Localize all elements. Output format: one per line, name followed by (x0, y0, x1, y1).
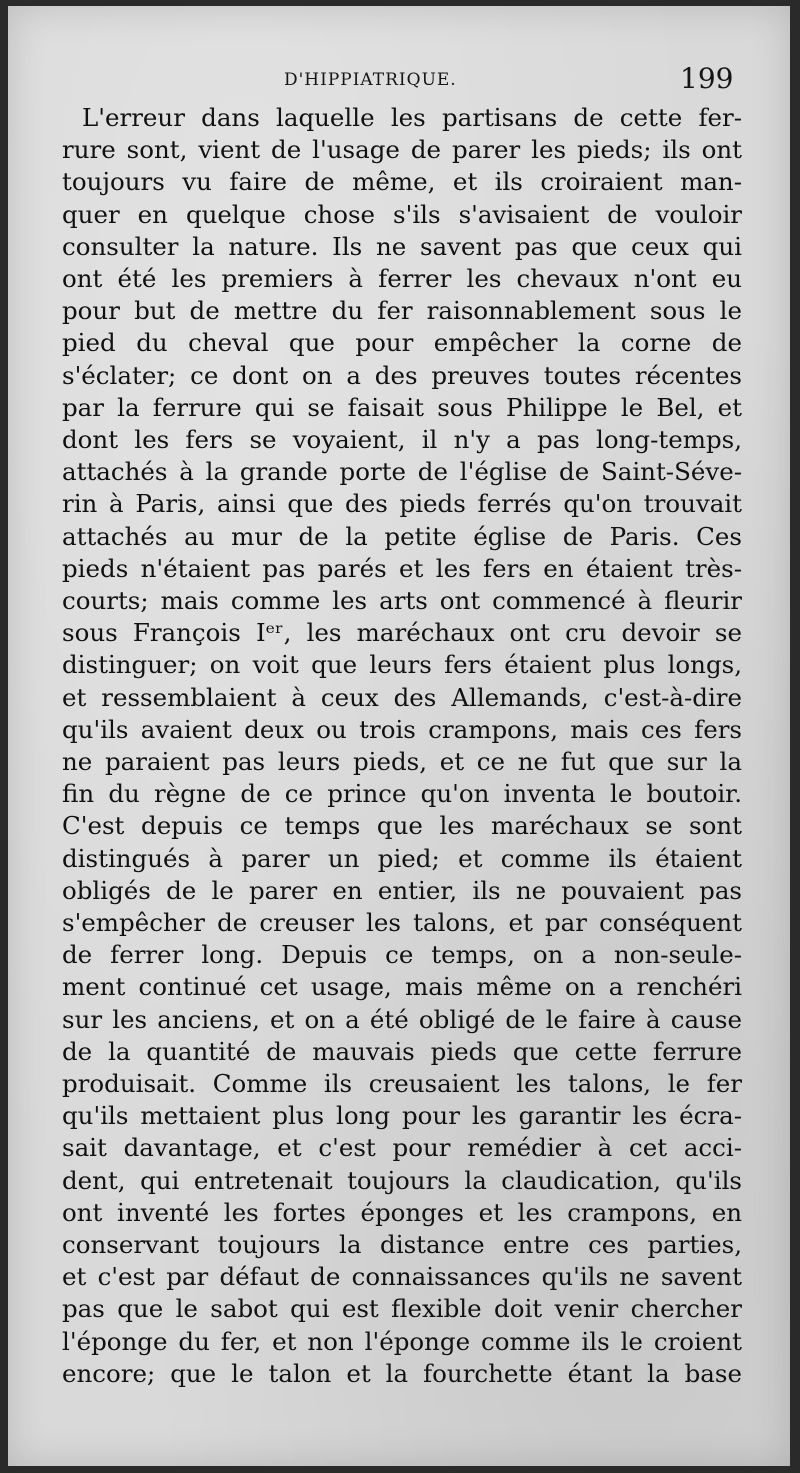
text-line: de ferrer long. Depuis ce temps, on a non-seule- (62, 940, 742, 970)
text-line: pieds n'étaient pas parés et les fers en étaient très- (62, 553, 742, 583)
text-line: L'erreur dans laquelle les partisans de cette fer- (82, 103, 742, 132)
text-line: dont les fers se voyaient, il n'y a pas long-temps, (62, 425, 742, 454)
text-line: courts; mais comme les arts ont commencé à fleurir (62, 586, 742, 615)
text-line: pas que le sabot qui est flexible doit venir chercher (62, 1294, 742, 1324)
text-line: obligés de le parer en entier, ils ne pouvaient pas (62, 875, 742, 905)
text-line: C'est depuis ce temps que les maréchaux se sont (62, 811, 742, 841)
text-line: sur les anciens, et on a été obligé de le faire à cause (62, 1004, 742, 1034)
running-head-title: D'HIPPIATRIQUE. (284, 70, 457, 90)
text-line: pour but de mettre du fer raisonnablement sous le (62, 296, 742, 326)
page-number: 199 (680, 62, 734, 95)
text-line: ment continué cet usage, mais même on a renchéri (62, 972, 742, 1002)
text-line: attachés au mur de la petite église de Paris. Ces (62, 521, 742, 551)
text-line: conservant toujours la distance entre ces parties, (62, 1230, 742, 1259)
text-line: ne paraient pas leurs pieds, et ce ne fut que sur la (62, 747, 742, 776)
text-line: et ressemblaient à ceux des Allemands, c'est-à-dire (62, 682, 742, 712)
text-line: s'empêcher de creuser les talons, et par conséquent (62, 908, 742, 937)
text-line: toujours vu faire de même, et ils croiraient man- (62, 167, 742, 197)
text-line: qu'ils mettaient plus long pour les garantir les écra- (62, 1101, 742, 1131)
text-line: distingués à parer un pied; et comme ils étaient (62, 843, 742, 873)
text-line: par la ferrure qui se faisait sous Philippe le Bel, et (62, 392, 742, 422)
text-line: ont été les premiers à ferrer les chevaux n'ont eu (62, 264, 742, 293)
text-line: pied du cheval que pour empêcher la corne de (62, 328, 742, 358)
text-line: sait davantage, et c'est pour remédier à cet acci- (62, 1133, 742, 1163)
text-line: qu'ils avaient deux ou trois crampons, mais ces fers (62, 714, 742, 744)
text-line: l'éponge du fer, et non l'éponge comme ils le croient (62, 1326, 742, 1356)
text-line: distinguer; on voit que leurs fers étaient plus longs, (62, 650, 742, 680)
text-line: rure sont, vient de l'usage de parer les pieds; ils ont (62, 135, 742, 165)
text-line: sous François Iᵉʳ, les maréchaux ont cru devoir se (62, 618, 742, 648)
text-line: encore; que le talon et la fourchette étant la base (62, 1358, 742, 1388)
text-line: de la quantité de mauvais pieds que cette ferrure (62, 1036, 742, 1066)
running-head (8, 62, 790, 102)
text-line: attachés à la grande porte de l'église de Saint-Séve- (62, 457, 742, 487)
text-line: et c'est par défaut de connaissances qu'ils ne savent (62, 1262, 742, 1292)
text-line: fin du règne de ce prince qu'on inventa le boutoir. (62, 779, 742, 809)
text-line: consulter la nature. Ils ne savent pas que ceux qui (62, 231, 742, 261)
book-page (8, 6, 790, 1466)
text-line: produisait. Comme ils creusaient les talons, le fer (62, 1069, 742, 1098)
text-line: s'éclater; ce dont on a des preuves toutes récentes (62, 360, 742, 390)
text-line: dent, qui entretenait toujours la claudication, qu'ils (62, 1165, 742, 1195)
text-line: ont inventé les fortes éponges et les crampons, en (62, 1197, 742, 1227)
text-line: quer en quelque chose s'ils s'avisaient de vouloir (62, 199, 742, 229)
text-line: rin à Paris, ainsi que des pieds ferrés qu'on trouvait (62, 489, 742, 519)
